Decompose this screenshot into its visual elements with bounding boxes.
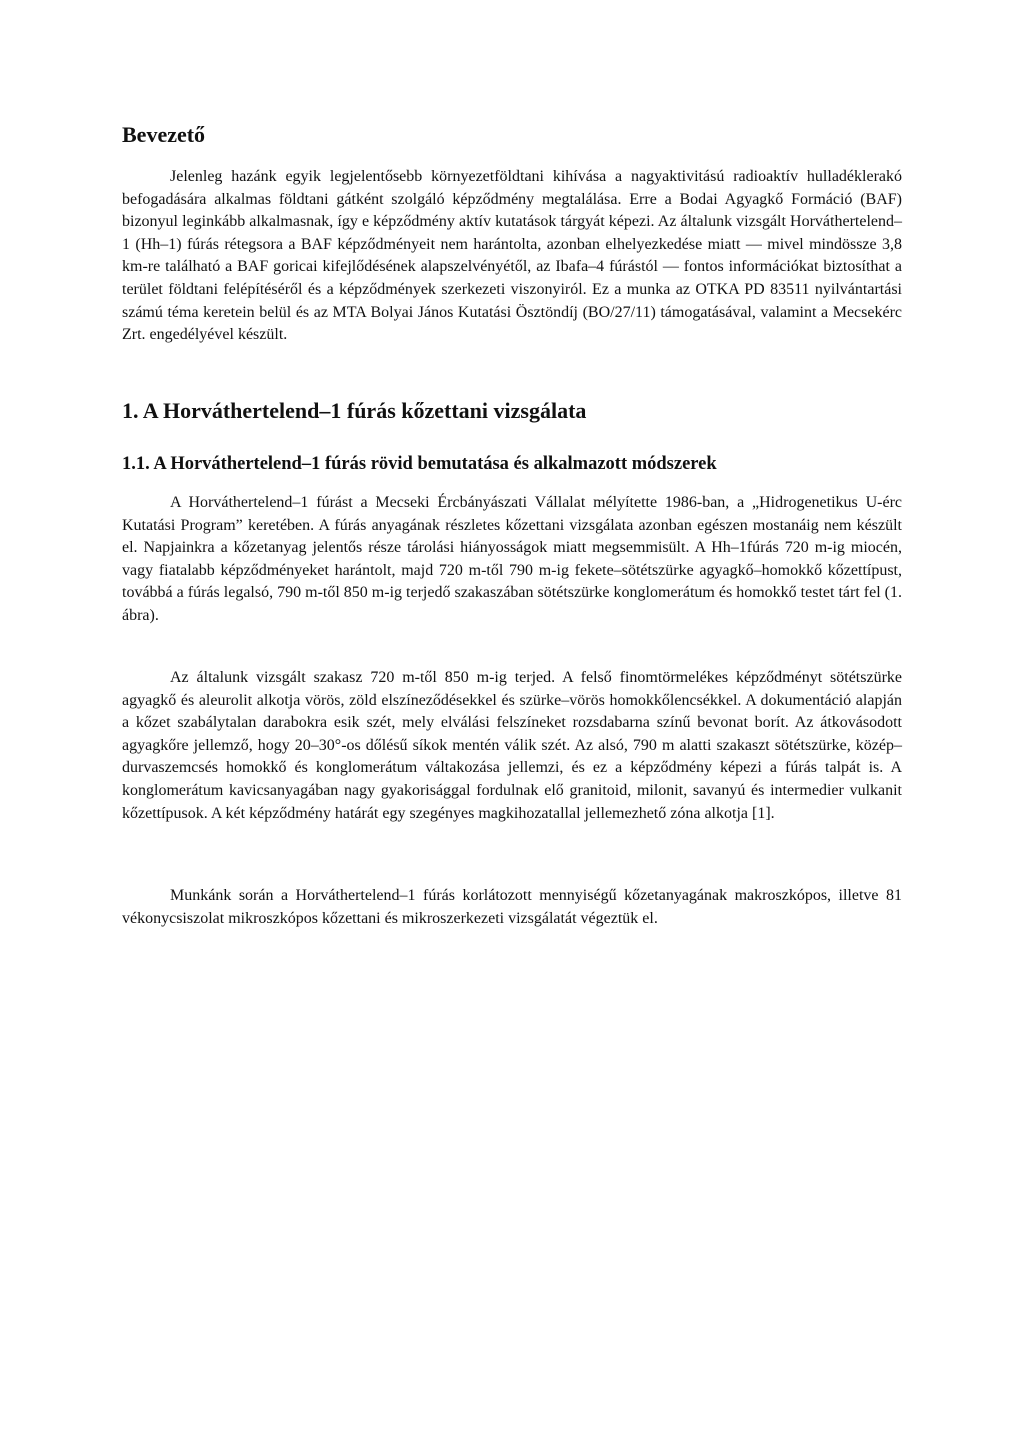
intro-heading: Bevezető [122, 122, 206, 147]
body-paragraph-2: Az általunk vizsgált szakasz 720 m-től 850 m-ig terjed. A felső finomtörmelékes képződményt sötétszürke agyagkő és aleurolit alkotja vörös, zöld elszíneződésekkel és szürke–vörös homokkőlencsékkel. A dokumentáció alapján a kőzet szabálytalan darabokra esik szét, mely elválási felszíneket rozsdabarna színű bevonat borít. Az átkovásodott agyagkőre jellemző, hogy 20–30°-os dőlésű síkok mentén válik szét. Az alsó, 790 m alatti szakaszt sötétszürke, közép–durvaszemcsés homokkő és konglomerátum váltakozása jellemzi, és ez a képződmény képezi a fúrás talpát is. A konglomerátum kavicsanyagában nagy gyakorisággal fordulnak elő granitoid, milonit, savanyú és intermedier vulkanit kőzettípusok. A két képződmény határát egy szegényes magkihozatallal jellemezhető zóna alkotja [1]. [122, 669, 902, 822]
section-heading: 1. A Horváthertelend–1 fúrás kőzettani vizsgálata [122, 398, 587, 423]
body-paragraph-3: Munkánk során a Horváthertelend–1 fúrás korlátozott mennyiségű kőzetanyagának makroszkópos, illetve 81 vékonycsiszolat mikroszkópos kőzettani és mikroszerkezeti vizsgálatát végeztük el. [122, 887, 902, 927]
subsection-heading: 1.1. A Horváthertelend–1 fúrás rövid bemutatása és alkalmazott módszerek [122, 454, 717, 474]
body-paragraph-1: A Horváthertelend–1 fúrást a Mecseki Ércbányászati Vállalat mélyítette 1986-ban, a „Hidrogenetikus U-érc Kutatási Program” keretében. A fúrás anyagának részletes kőzettani vizsgálata azonban egészen mostanáig nem készült el. Napjainkra a kőzetanyag jelentős része tárolási hiányosságok miatt megsemmisült. A Hh–1fúrás 720 m-ig miocén, vagy fiatalabb képződményeket harántolt, majd 720 m-től 790 m-ig fekete–sötétszürke agyagkő–homokkő kőzettípust, továbbá a fúrás legalsó, 790 m-től 850 m-ig terjedő szakaszában sötétszürke konglomerátum és homokkő testet tárt fel (1. ábra). [122, 494, 902, 624]
intro-paragraph: Jelenleg hazánk egyik legjelentősebb környezetföldtani kihívása a nagyaktivitású radioaktív hulladéklerakó befogadására alkalmas földtani gátként szolgáló képződmény megtalálása. Erre a Bodai Agyagkő Formáció (BAF) bizonyul leginkább alkalmasnak, így e képződmény aktív kutatások tárgyát képezi. Az általunk vizsgált Horváthertelend–1 (Hh–1) fúrás rétegsora a BAF képződményeit nem harántolta, azonban elhelyezkedése miatt — mivel mindössze 3,8 km-re található a BAF goricai kifejlődésének alapszelvényétől, az Ibafa–4 fúrástól — fontos információkat biztosíthat a terület földtani felépítéséről és a képződmények szerkezeti viszonyiról. Ez a munka az OTKA PD 83511 nyilvántartási számú téma keretein belül és az MTA Bolyai János Kutatási Ösztöndíj (BO/27/11) támogatásával, valamint a Mecsekérc Zrt. engedélyével készült. [122, 168, 902, 344]
